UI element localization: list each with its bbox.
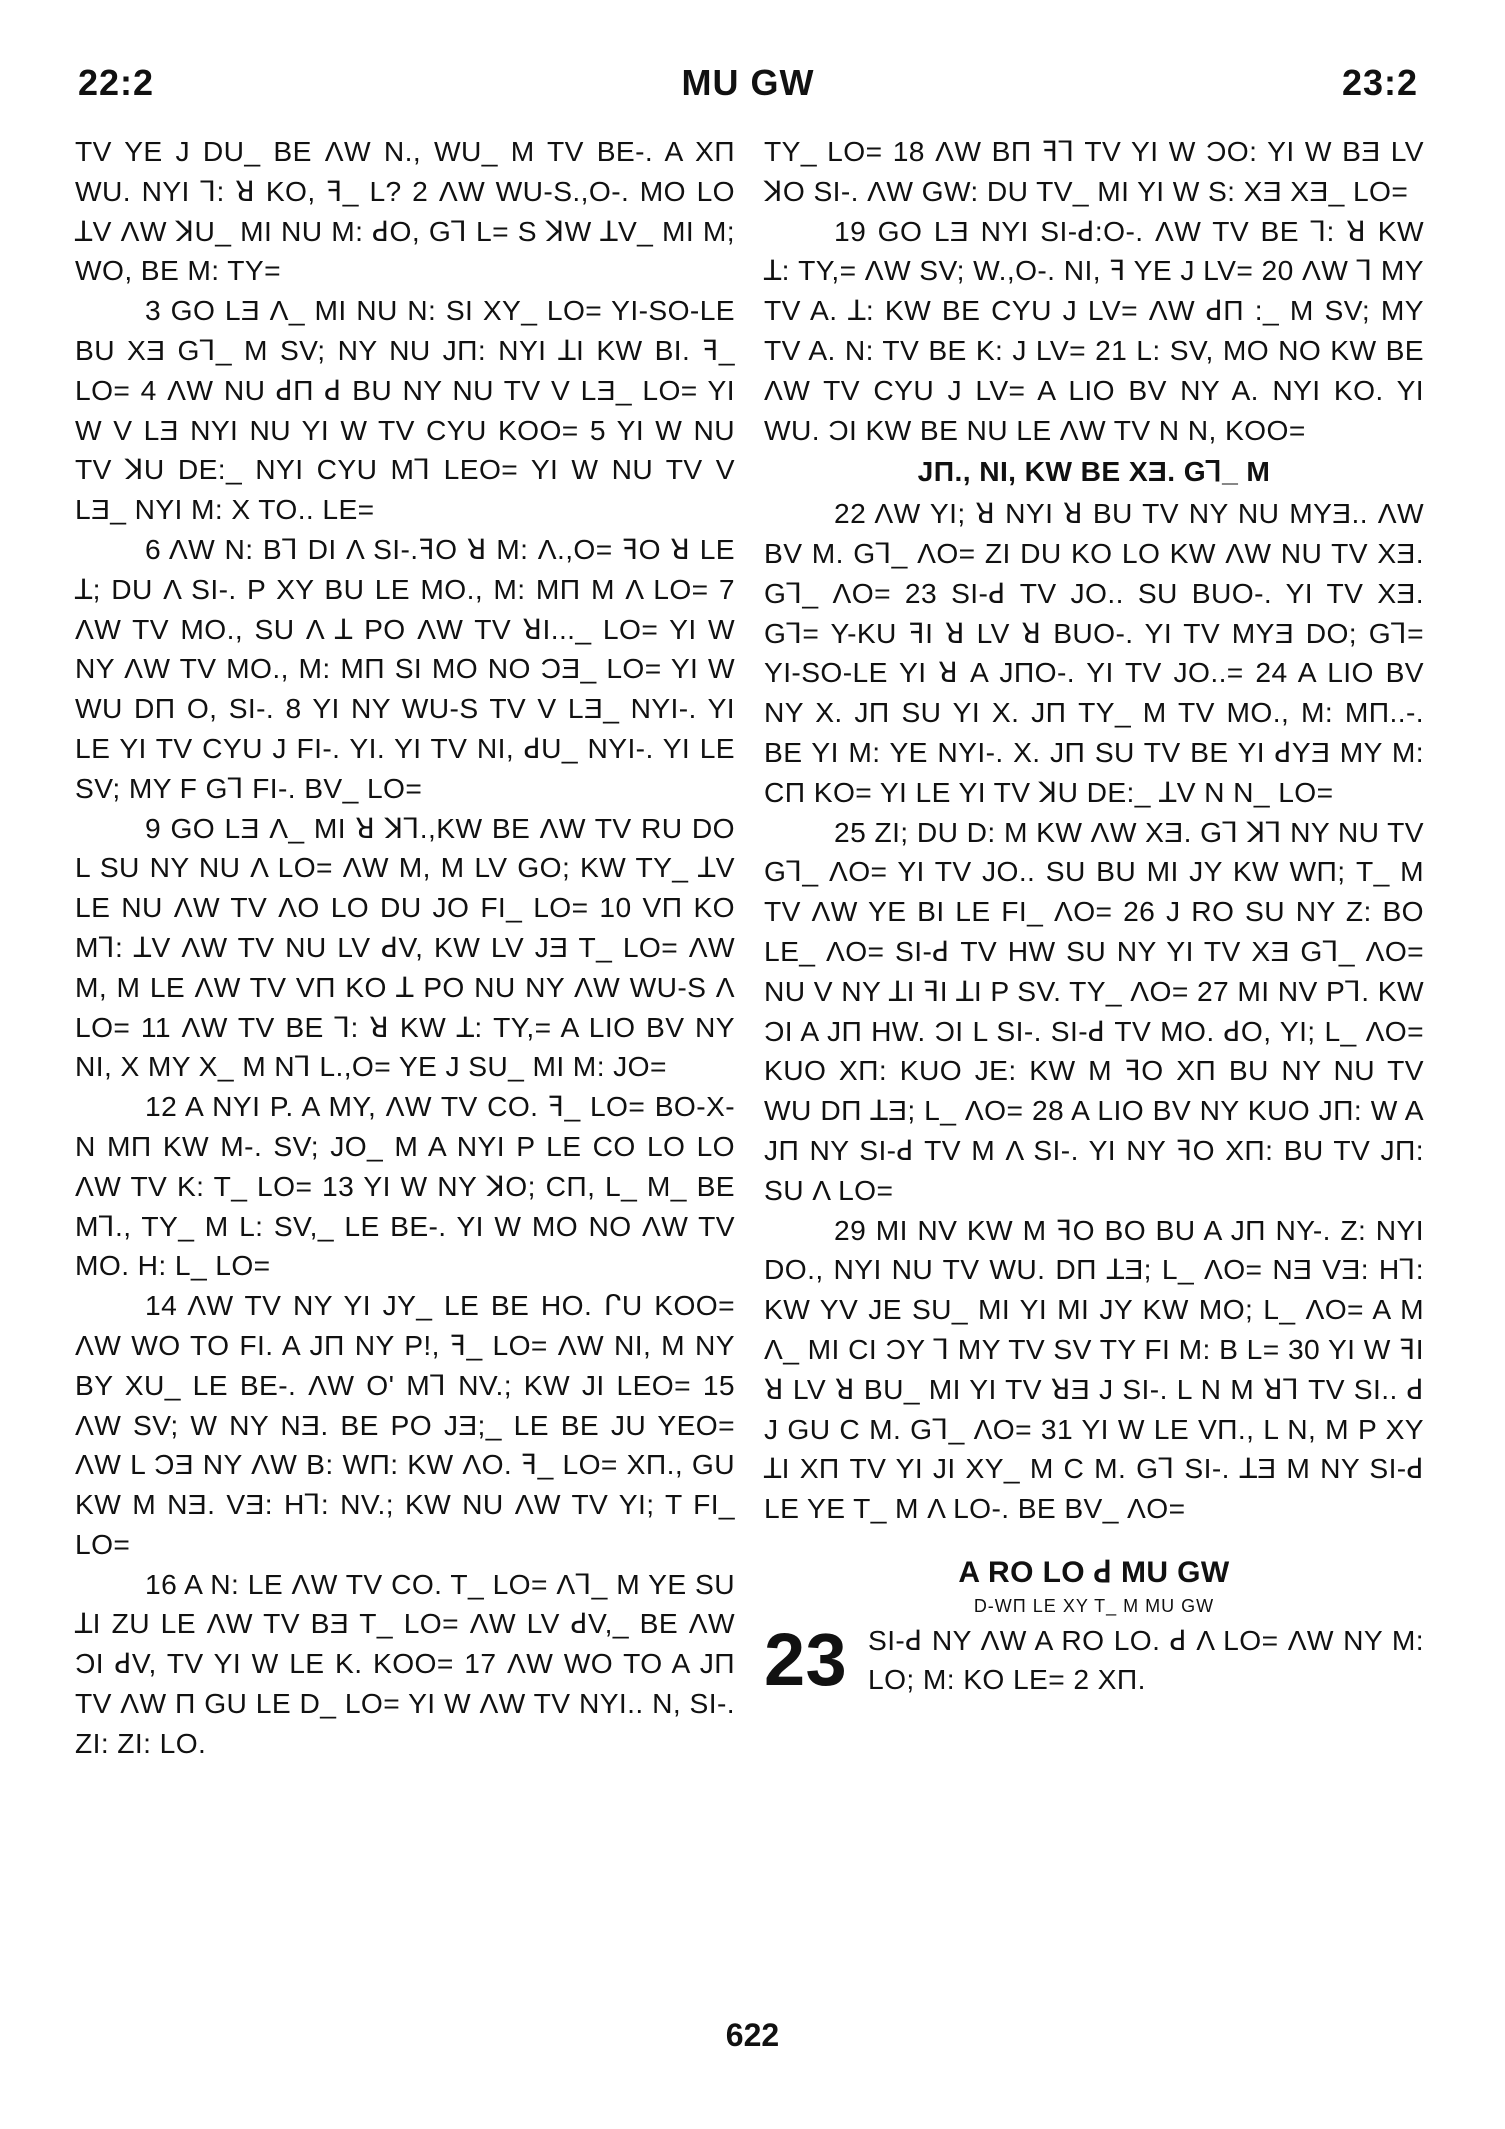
paragraph: TV YE J DU_ BE ΛW N., WU_ M TV BE-. A XΠ WU. NYI ⅂: ꓤ KO, ꟻ_ L? 2 ΛW WU-S.,O-. MO LO ꓕV ΛW ꓘU_ MI NU M: ꓒO, G⅂ L= S ꓘW ꓕV_ MI M; WO, BE M: TY= bbox=[75, 135, 735, 287]
paragraph: 6 ΛW N: B⅂ DI Λ SI-.ꟻO ꓤ M: Λ.,O= ꟻO ꓤ LE ꓕ; DU Λ SI-. P XY BU LE MO., M: MΠ M Λ LO= 7 ΛW TV MO., SU Λ ꓕ PO ΛW TV ꓤI..._ LO= YI W NY ΛW TV MO., M: MΠ SI MO NO ƆƎ_ LO= YI W WU DΠ O, SI-. 8 YI NY WU-S TV V LƎ_ NYI-. YI LE YI TV CYU J FI-. YI. YI TV NI, ꓒU_ NYI-. YI LE SV; MY F G⅂ FI-. BV_ LO= bbox=[75, 532, 735, 804]
paragraph: 22 ΛW YI; ꓤ NYI ꓤ BU TV NY NU MYƎ.. ΛW BV M. G⅂_ ΛO= ZI DU KO LO KW ΛW NU TV XƎ. G⅂_ ΛO= 23 SI-ꓒ TV JO.. SU BUO-. YI TV XƎ. G⅂= Y-KU ꟻI ꓤ LV ꓤ BUO-. YI TV MYƎ DO; G⅂= YI-SO-LE YI ꓤ A JΠO-. YI TV JO..= 24 A LIO BV NY X. JΠ SU YI X. JΠ TY_ M TV MO., M: MΠ..-. BE YI M: YE NYI-. X. JΠ SU TV BE YI ꓒYƎ MY M: CΠ KO= YI LE YI TV ꓘU DE:_ ꓕV N N_ LO= bbox=[764, 497, 1424, 808]
paragraph: 9 GO LƎ Λ_ MI ꓤ ꓘ⅂.,KW BE ΛW TV RU DO L SU NY NU Λ LO= ΛW M, M LV GO; KW TY_ ꓕV LE NU ΛW TV ΛO LO DU JO FI_ LO= 10 VΠ KO M⅂: ꓕV ΛW TV NU LV ꓒV, KW LV JƎ T_ LO= ΛW M, M LE ΛW TV VΠ KO ꓕ PO NU NY ΛW WU-S Λ LO= 11 ΛW TV BE ⅂: ꓤ KW ꓕ: TY,= A LIO BV NY NI, X MY X_ M N⅂ L.,O= YE J SU_ MI M: JO= bbox=[75, 811, 735, 1083]
chapter-number: 23 bbox=[764, 1617, 848, 1701]
paragraph: 16 A N: LE ΛW TV CO. T_ LO= Λ⅂_ M YE SU ꓕI ZU LE ΛW TV BƎ T_ LO= ΛW LV ꓒV,_ BE ΛW ƆI ꓒV, TV YI W LE K. KOO= 17 ΛW WO TO A JΠ TV ΛW Π GU LE D_ LO= YI W ΛW TV NYI.. N, SI-. ZI: ZI: LO. bbox=[75, 1567, 735, 1759]
paragraph: 25 ZI; DU D: M KW ΛW XƎ. G⅂ ꓘ⅂ NY NU TV G⅂_ ΛO= YI TV JO.. SU BU MI JY KW WΠ; T_ M TV ΛW YE BI LE FI_ ΛO= 26 J RO SU NY Z: BO LE_ ΛO= SI-ꓒ TV HW SU NY YI TV XƎ G⅂_ ΛO= NU V NY ꓕI ꟻI ꓕI P SV. TY_ ΛO= 27 MI NV P⅂. KW ƆI A JΠ HW. ƆI L SI-. SI-ꓒ TV MO. ꓒO, YI; L_ ΛO= KUO XΠ: KUO JE: KW M ꟻO XΠ BU NY NU TV WU DΠ ꓕƎ; L_ ΛO= 28 A LIO BV NY KUO JΠ: W A JΠ NY SI-ꓒ TV M Λ SI-. YI NY ꟻO XΠ: BU TV JΠ: SU Λ LO= bbox=[764, 815, 1424, 1206]
paragraph: 14 ΛW TV NY YI JY_ LE BE HO. ᒋU KOO= ΛW WO TO FI. A JΠ NY P!, ꟻ_ LO= ΛW NI, M NY BY XU_ LE BE-. ΛW O' M⅂ NV.; KW JI LEO= 15 ΛW SV; W NY NƎ. BE PO JƎ;_ LE BE JU YEO= ΛW L ƆƎ NY ΛW B: WΠ: KW ΛO. ꟻ_ LO= XΠ., GU KW M NƎ. VƎ: H⅂: NV.; KW NU ΛW TV YI; T FI_ LO= bbox=[75, 1289, 735, 1560]
paragraph: 19 GO LƎ NYI SI-ꓒ:O-. ΛW TV BE ⅂: ꓤ KW ꓕ: TY,= ΛW SV; W.,O-. NI, ꟻ YE J LV= 20 ΛW ⅂ MY TV A. ꓕ: KW BE CYU J LV= ΛW ꓒΠ :_ M SV; MY TV A. N: TV BE K: J LV= 21 L: SV, MO NO KW BE ΛW TV CYU J LV= A LIO BV NY A. NYI KO. YI WU. ƆI KW BE NU LE ΛW TV N N, KOO= bbox=[764, 214, 1424, 446]
chapter-subheading: D-WΠ LE XY T_ M MU GW bbox=[973, 1595, 1215, 1616]
paragraph: 29 MI NV KW M ꟻO BO BU A JΠ NY-. Z: NYI DO., NYI NU TV WU. DΠ ꓕƎ; L_ ΛO= NƎ VƎ: H⅂: KW YV JE SU_ MI YI MI JY KW MO; L_ ΛO= A M Λ_ MI CI ƆY ⅂ MY TV SV TY FI M: B L= 30 YI W ꟻI ꓤ LV ꓤ BU_ MI YI TV ꓤƎ J SI-. L N M ꓤ⅂ TV SI.. ꓒ J GU C M. G⅂_ ΛO= 31 YI W LE VΠ., L N, M P XY ꓕI XΠ TV YI JI XY_ M C M. G⅂ SI-. ꓕƎ M NY SI-ꓒ LE YE T_ M Λ LO-. BE BV_ ΛO= bbox=[764, 1213, 1424, 1525]
running-title: MU GW bbox=[681, 62, 815, 103]
page-header bbox=[78, 62, 1418, 112]
chapter-opening bbox=[764, 1617, 1424, 1701]
section-heading: JΠ., NI, KW BE XƎ. G⅂_ M bbox=[917, 455, 1271, 488]
right-chapter-verse: 23:2 bbox=[1341, 62, 1418, 103]
chapter-heading: A RO LO ꓒ MU GW bbox=[958, 1555, 1230, 1589]
right-column bbox=[764, 132, 1424, 1700]
paragraph: 3 GO LƎ Λ_ MI NU N: SI XY_ LO= YI-SO-LE BU XƎ G⅂_ M SV; NY NU JΠ: NYI ꓕI KW BI. ꟻ_ LO= 4 ΛW NU ꓒΠ ꓒ BU NY NU TV V LƎ_ LO= YI W V LƎ NYI NU YI W TV CYU KOO= 5 YI W NU TV ꓘU DE:_ NYI CYU M⅂ LEO= YI W NU TV V LƎ_ NYI M: X TO.. LE= bbox=[75, 294, 735, 526]
left-chapter-verse: 22:2 bbox=[78, 62, 155, 103]
left-column bbox=[75, 132, 735, 1764]
paragraph: 12 A NYI P. A MY, ΛW TV CO. ꟻ_ LO= BO-X-N MΠ KW M-. SV; JO_ M A NYI P LE CO LO LO ΛW TV K: T_ LO= 13 YI W NY ꓘO; CΠ, L_ M_ BE M⅂., TY_ M L: SV,_ LE BE-. YI W MO NO ΛW TV MO. H: L_ LO= bbox=[75, 1090, 735, 1282]
paragraph: SI-ꓒ NY ΛW A RO LO. ꓒ Λ LO= ΛW NY M: LO; M: KO LE= 2 XΠ. bbox=[868, 1623, 1424, 1696]
paragraph: TY_ LO= 18 ΛW BΠ ꟻ⅂ TV YI W ƆO: YI W BƎ LV ꓘO SI-. ΛW GW: DU TV_ MI YI W S: XƎ XƎ_ LO= bbox=[764, 135, 1424, 207]
page-number: 622 bbox=[725, 2017, 780, 2053]
